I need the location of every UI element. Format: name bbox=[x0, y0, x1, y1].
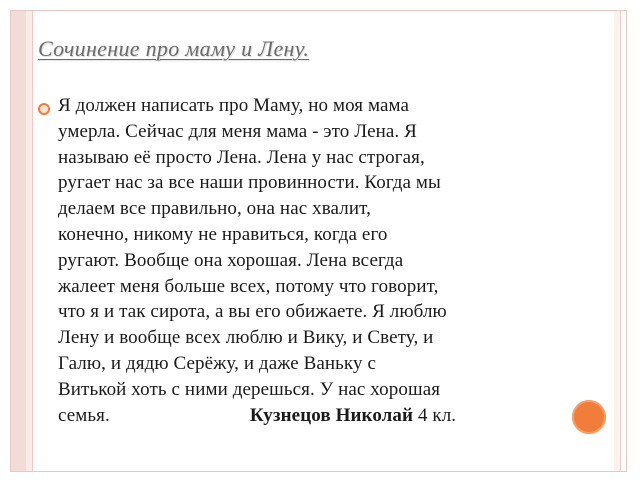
essay-line: Я должен написать про Маму, но моя мама bbox=[58, 95, 410, 116]
essay-line: конечно, никому не нравиться, когда его bbox=[58, 223, 388, 245]
bullet-icon bbox=[38, 103, 50, 115]
essay-line: жалеет меня больше всех, потому что говорит, bbox=[58, 275, 439, 297]
author-grade: 4 кл. bbox=[417, 404, 457, 426]
essay-line: ругают. Вообще она хорошая. Лена всегда bbox=[58, 249, 404, 271]
essay-text bbox=[58, 93, 558, 428]
essay-line: умерла. Сейчас для меня мама - это Лена. Я bbox=[58, 120, 417, 142]
essay-line: делаем все правильно, она нас хвалит, bbox=[58, 198, 371, 220]
author-signature: Кузнецов Николай bbox=[249, 404, 414, 426]
left-decorative-band bbox=[11, 11, 26, 471]
essay-last-word: семья. bbox=[58, 404, 110, 426]
slide-title: Сочинение про маму и Лену. bbox=[38, 36, 310, 61]
essay-line: Лену и вообще всех люблю и Вику, и Свету, и bbox=[58, 327, 434, 349]
right-decorative-line bbox=[620, 11, 621, 471]
essay-last-line bbox=[58, 403, 558, 429]
essay-line: ругает нас за все наши провинности. Когда мы bbox=[58, 172, 441, 194]
decorative-circle-icon bbox=[572, 400, 606, 434]
essay-line: называю её просто Лена. Лена у нас строгая, bbox=[58, 146, 425, 168]
essay-line: Галю, и дядю Серёжу, и даже Ваньку с bbox=[58, 352, 376, 374]
essay-line: что я и так сирота, а вы его обижаете. Я люблю bbox=[58, 301, 447, 323]
essay-line: Витькой хоть с ними дерешься. У нас хорошая bbox=[58, 378, 441, 400]
left-decorative-line bbox=[32, 11, 33, 471]
